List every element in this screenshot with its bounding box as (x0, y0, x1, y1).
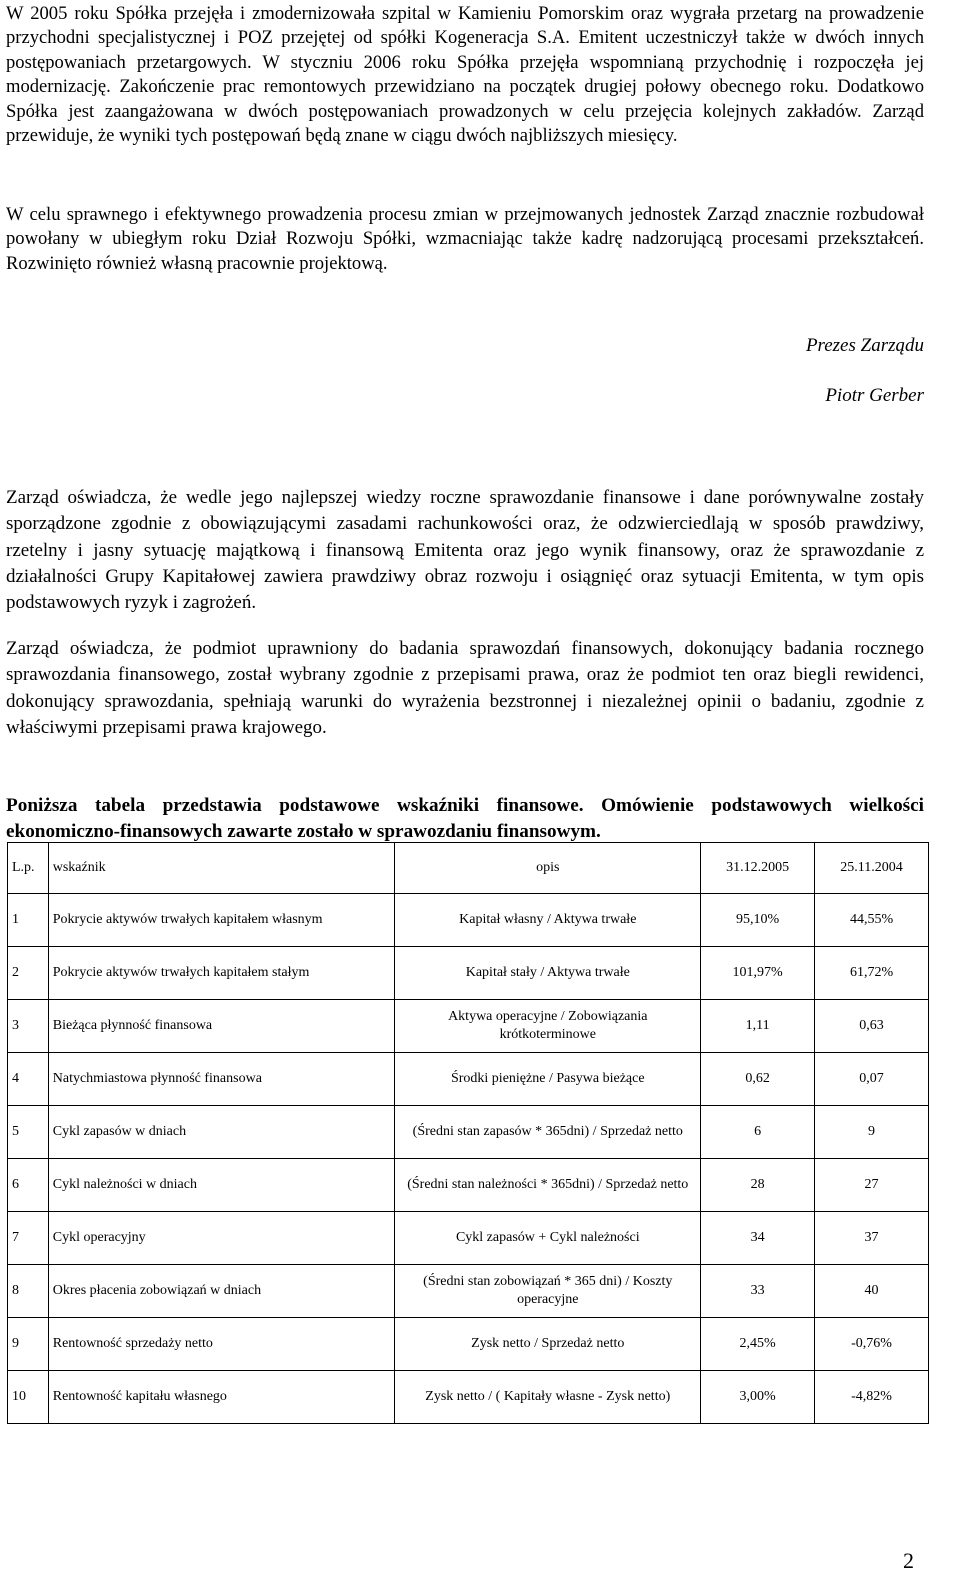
cell-indicator: Natychmiastowa płynność finansowa (48, 1053, 395, 1106)
cell-indicator: Bieżąca płynność finansowa (48, 1000, 395, 1053)
paragraph-statement-auditor: Zarząd oświadcza, że podmiot uprawniony do badania sprawozdań finansowych, dokonujący badania rocznego sprawozdania finansowego, został wybrany zgodnie z przepisami prawa, oraz że podmiot ten oraz biegli rewidenci, dokonujący sprawozdania, spełniają warunki do wyrażenia bezstronnej i niezależnej opinii o badaniu, zgodnie z właściwymi przepisami prawa krajowego. (6, 638, 924, 738)
cell-value-2005: 34 (701, 1212, 815, 1265)
cell-value-2005: 28 (701, 1159, 815, 1212)
cell-indicator: Cykl operacyjny (48, 1212, 395, 1265)
cell-indicator: Okres płacenia zobowiązań w dniach (48, 1265, 395, 1318)
cell-value-2004: 37 (815, 1212, 929, 1265)
header-cell-value-2004: 25.11.2004 (815, 843, 929, 894)
cell-lp: 4 (8, 1053, 49, 1106)
cell-value-2005: 0,62 (701, 1053, 815, 1106)
header-cell-description: opis (395, 843, 701, 894)
financial-indicators-table (7, 842, 929, 1424)
cell-lp: 1 (8, 894, 49, 947)
cell-value-2004: 44,55% (815, 894, 929, 947)
header-cell-lp: L.p. (8, 843, 49, 894)
paragraph-development: W celu sprawnego i efektywnego prowadzenia procesu zmian w przejmowanych jednostek Zarząd znacznie rozbudował powołany w ubiegłym roku Dział Rozwoju Spółki, wzmacniając także kadrę nadzorującą procesami przekształceń. Rozwinięto również własną pracownie projektową. (6, 204, 924, 274)
cell-description: (Średni stan zapasów * 365dni) / Sprzedaż netto (395, 1106, 701, 1159)
cell-description: Kapitał własny / Aktywa trwałe (395, 894, 701, 947)
header-cell-value-2005: 31.12.2005 (701, 843, 815, 894)
paragraph-statement-financial: Zarząd oświadcza, że wedle jego najlepszej wiedzy roczne sprawozdanie finansowe i dane porównywalne zostały sporządzone zgodnie z obowiązującymi zasadami rachunkowości oraz, że odzwierciedlają w sposób prawdziwy, rzetelny i jasny sytuację majątkową i finansową Emitenta oraz jego wynik finansowy, oraz że sprawozdanie z działalności Grupy Kapitałowej zawiera prawdziwy obraz rozwoju i osiągnięć oraz sytuacji Emitenta, w tym opis podstawowych ryzyk i zagrożeń. (6, 487, 924, 614)
cell-indicator: Pokrycie aktywów trwałych kapitałem stałym (48, 947, 395, 1000)
table-row (8, 1212, 929, 1265)
cell-value-2004: 9 (815, 1106, 929, 1159)
table-row (8, 1106, 929, 1159)
cell-value-2004: 40 (815, 1265, 929, 1318)
cell-indicator: Pokrycie aktywów trwałych kapitałem własnym (48, 894, 395, 947)
cell-indicator: Rentowność kapitału własnego (48, 1371, 395, 1424)
table-row (8, 1000, 929, 1053)
cell-lp: 5 (8, 1106, 49, 1159)
cell-value-2004: 27 (815, 1159, 929, 1212)
cell-value-2005: 1,11 (701, 1000, 815, 1053)
cell-indicator: Cykl zapasów w dniach (48, 1106, 395, 1159)
cell-description: (Średni stan zobowiązań * 365 dni) / Koszty operacyjne (395, 1265, 701, 1318)
cell-description: Środki pieniężne / Pasywa bieżące (395, 1053, 701, 1106)
table-row (8, 1371, 929, 1424)
cell-description: Zysk netto / Sprzedaż netto (395, 1318, 701, 1371)
cell-indicator: Rentowność sprzedaży netto (48, 1318, 395, 1371)
cell-lp: 7 (8, 1212, 49, 1265)
paragraph-acquisitions: W 2005 roku Spółka przejęła i zmodernizowała szpital w Kamieniu Pomorskim oraz wygrała przetarg na prowadzenie przychodni specjalistycznej i POZ przejętej od spółki Kogeneracja S.A. Emitent uczestniczył także w dwóch innych postępowaniach przetargowych. W styczniu 2006 roku Spółka przejęła wspomnianą przychodnię i rozpoczęła jej modernizację. Zakończenie prac remontowych przewidziano na początek drugiej połowy obecnego roku. Dodatkowo Spółka jest zaangażowana w dwóch postępowaniach prowadzonych w celu przejęcia kolejnych zakładów. Zarząd przewiduje, że wyniki tych postępowań będą znane w ciągu dwóch najbliższych miesięcy. (6, 3, 924, 147)
cell-value-2004: 61,72% (815, 947, 929, 1000)
cell-lp: 3 (8, 1000, 49, 1053)
table-row (8, 947, 929, 1000)
cell-value-2004: -0,76% (815, 1318, 929, 1371)
cell-value-2004: 0,63 (815, 1000, 929, 1053)
cell-value-2005: 101,97% (701, 947, 815, 1000)
cell-lp: 9 (8, 1318, 49, 1371)
page-number: 2 (903, 1548, 914, 1573)
header-cell-indicator: wskaźnik (48, 843, 395, 894)
table-row (8, 1265, 929, 1318)
cell-value-2005: 3,00% (701, 1371, 815, 1424)
cell-value-2004: -4,82% (815, 1371, 929, 1424)
cell-lp: 10 (8, 1371, 49, 1424)
cell-description: Cykl zapasów + Cykl należności (395, 1212, 701, 1265)
cell-description: (Średni stan należności * 365dni) / Sprzedaż netto (395, 1159, 701, 1212)
cell-value-2005: 2,45% (701, 1318, 815, 1371)
table-row (8, 1053, 929, 1106)
cell-description: Aktywa operacyjne / Zobowiązania krótkoterminowe (395, 1000, 701, 1053)
table-header-row (8, 843, 929, 894)
cell-description: Zysk netto / ( Kapitały własne - Zysk netto) (395, 1371, 701, 1424)
cell-value-2004: 0,07 (815, 1053, 929, 1106)
table-heading: Poniższa tabela przedstawia podstawowe wskaźniki finansowe. Omówienie podstawowych wielkości ekonomiczno-finansowych zawarte zostało w sprawozdaniu finansowym. (6, 795, 924, 842)
cell-value-2005: 33 (701, 1265, 815, 1318)
cell-lp: 6 (8, 1159, 49, 1212)
signature-role: Prezes Zarządu (805, 335, 924, 356)
cell-lp: 8 (8, 1265, 49, 1318)
cell-lp: 2 (8, 947, 49, 1000)
signature-name: Piotr Gerber (825, 385, 924, 406)
cell-indicator: Cykl należności w dniach (48, 1159, 395, 1212)
cell-value-2005: 6 (701, 1106, 815, 1159)
table-row (8, 1159, 929, 1212)
table-row (8, 894, 929, 947)
cell-description: Kapitał stały / Aktywa trwałe (395, 947, 701, 1000)
cell-value-2005: 95,10% (701, 894, 815, 947)
table-row (8, 1318, 929, 1371)
